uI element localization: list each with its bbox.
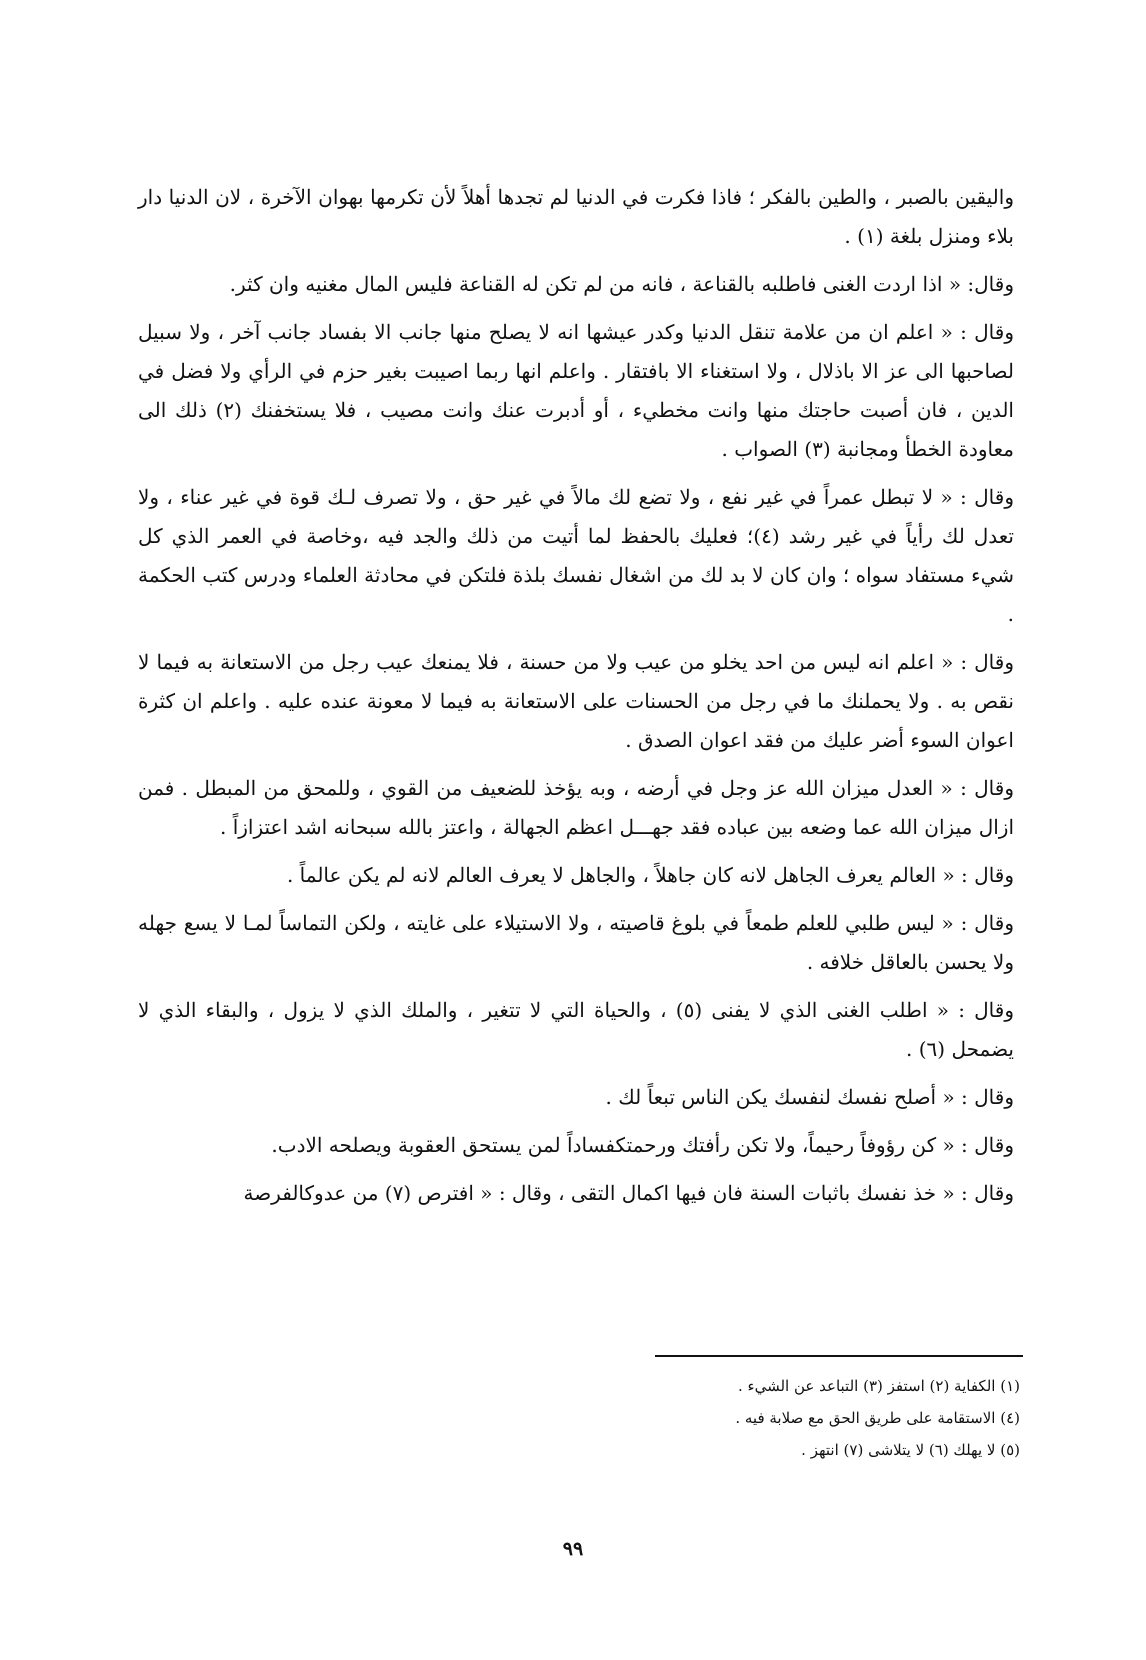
paragraph: وقال : « أصلح نفسك لنفسك يكن الناس تبعاً لك . (605, 1085, 1014, 1109)
footnotes (620, 1370, 1020, 1466)
paragraph: وقال : « ليس طلبي للعلم طمعاً في بلوغ قاصيته ، ولا الاستيلاء على غايته ، ولكن التماساً لمـا لا يسع جهله ولا يحسن بالعاقل خلافه . (138, 911, 1014, 974)
paragraph: وقال : « العدل ميزان الله عز وجل في أرضه ، وبه يؤخذ للضعيف من القوي ، وللمحق من المبطل . فمن ازال ميزان الله عما وضعه بين عباده فقد جهـــل اعظم الجهالة ، واعتز بالله سبحانه اشد اعتزازاً . (138, 776, 1014, 839)
paragraph: وقال: « اذا اردت الغنى فاطلبه بالقناعة ، فانه من لم تكن له القناعة فليس المال مغنيه وان كثر. (229, 272, 1014, 296)
body-text (138, 178, 1014, 1222)
paragraph: وقال : « لا تبطل عمراً في غير نفع ، ولا تضع لك مالاً في غير حق ، ولا تصرف لـك قوة في غير عناء ، ولا تعدل لك رأياً في غير رشد (٤)؛ فعليك بالحفظ لما أتيت من ذلك والجد فيه ،وخاصة في العمر الذي كل شيء مستفاد سواه ؛ وان كان لا بد لك من اشغال نفسك بلذة فلتكن في محادثة العلماء ودرس كتب الحكمة . (138, 485, 1014, 626)
paragraph: وقال : « العالم يعرف الجاهل لانه كان جاهلاً ، والجاهل لا يعرف العالم لانه لم يكن عالماً . (286, 863, 1014, 887)
paragraph: وقال : « خذ نفسك باثبات السنة فان فيها اكمال التقى ، وقال : « افترص (٧) من عدوكالفرصة (243, 1181, 1014, 1205)
paragraph: واليقين بالصبر ، والطين بالفكر ؛ فاذا فكرت في الدنيا لم تجدها أهلاً لأن تكرمها بهوان الآخرة ، لان الدنيا دار بلاء ومنزل بلغة (١) . (138, 185, 1014, 248)
paragraph: وقال : « اعلم ان من علامة تنقل الدنيا وكدر عيشها انه لا يصلح منها جانب الا بفساد جانب آخر ، ولا سبيل لصاحبها الى عز الا باذلال ، ولا استغناء الا بافتقار . واعلم انها ربما اصيبت بغير حزم في الرأي ولا فضل في الدين ، فان أصبت حاجتك منها وانت مخطيء ، أو أدبرت عنك وانت مصيب ، فلا يستخفنك (٢) ذلك الى معاودة الخطأ ومجانبة (٣) الصواب . (138, 320, 1014, 461)
footnote-line: (١) الكفاية (٢) استفز (٣) التباعد عن الشيء . (738, 1377, 1020, 1395)
paragraph: وقال : « اعلم انه ليس من احد يخلو من عيب ولا من حسنة ، فلا يمنعك عيب رجل من الاستعانة به فيما لا نقص به . ولا يحملنك ما في رجل من الحسنات على الاستعانة به فيما لا معونة عنده عليه . واعلم ان كثرة اعوان السوء أضر عليك من فقد اعوان الصدق . (138, 650, 1015, 752)
footnote-line: (٥) لا يهلك (٦) لا يتلاشى (٧) انتهز . (801, 1441, 1020, 1459)
footnote-divider (655, 1355, 1023, 1357)
paragraph: وقال : « اطلب الغنى الذي لا يفنى (٥) ، والحياة التي لا تتغير ، والملك الذي لا يزول ، والبقاء الذي لا يضمحل (٦) . (138, 998, 1014, 1061)
footnote-line: (٤) الاستقامة على طريق الحق مع صلابة فيه . (735, 1409, 1020, 1427)
paragraph: وقال : « كن رؤوفاً رحيماً، ولا تكن رأفتك ورحمتكفساداً لمن يستحق العقوبة ويصلحه الادب. (271, 1133, 1014, 1157)
page-number: ٩٩ (562, 1538, 584, 1560)
